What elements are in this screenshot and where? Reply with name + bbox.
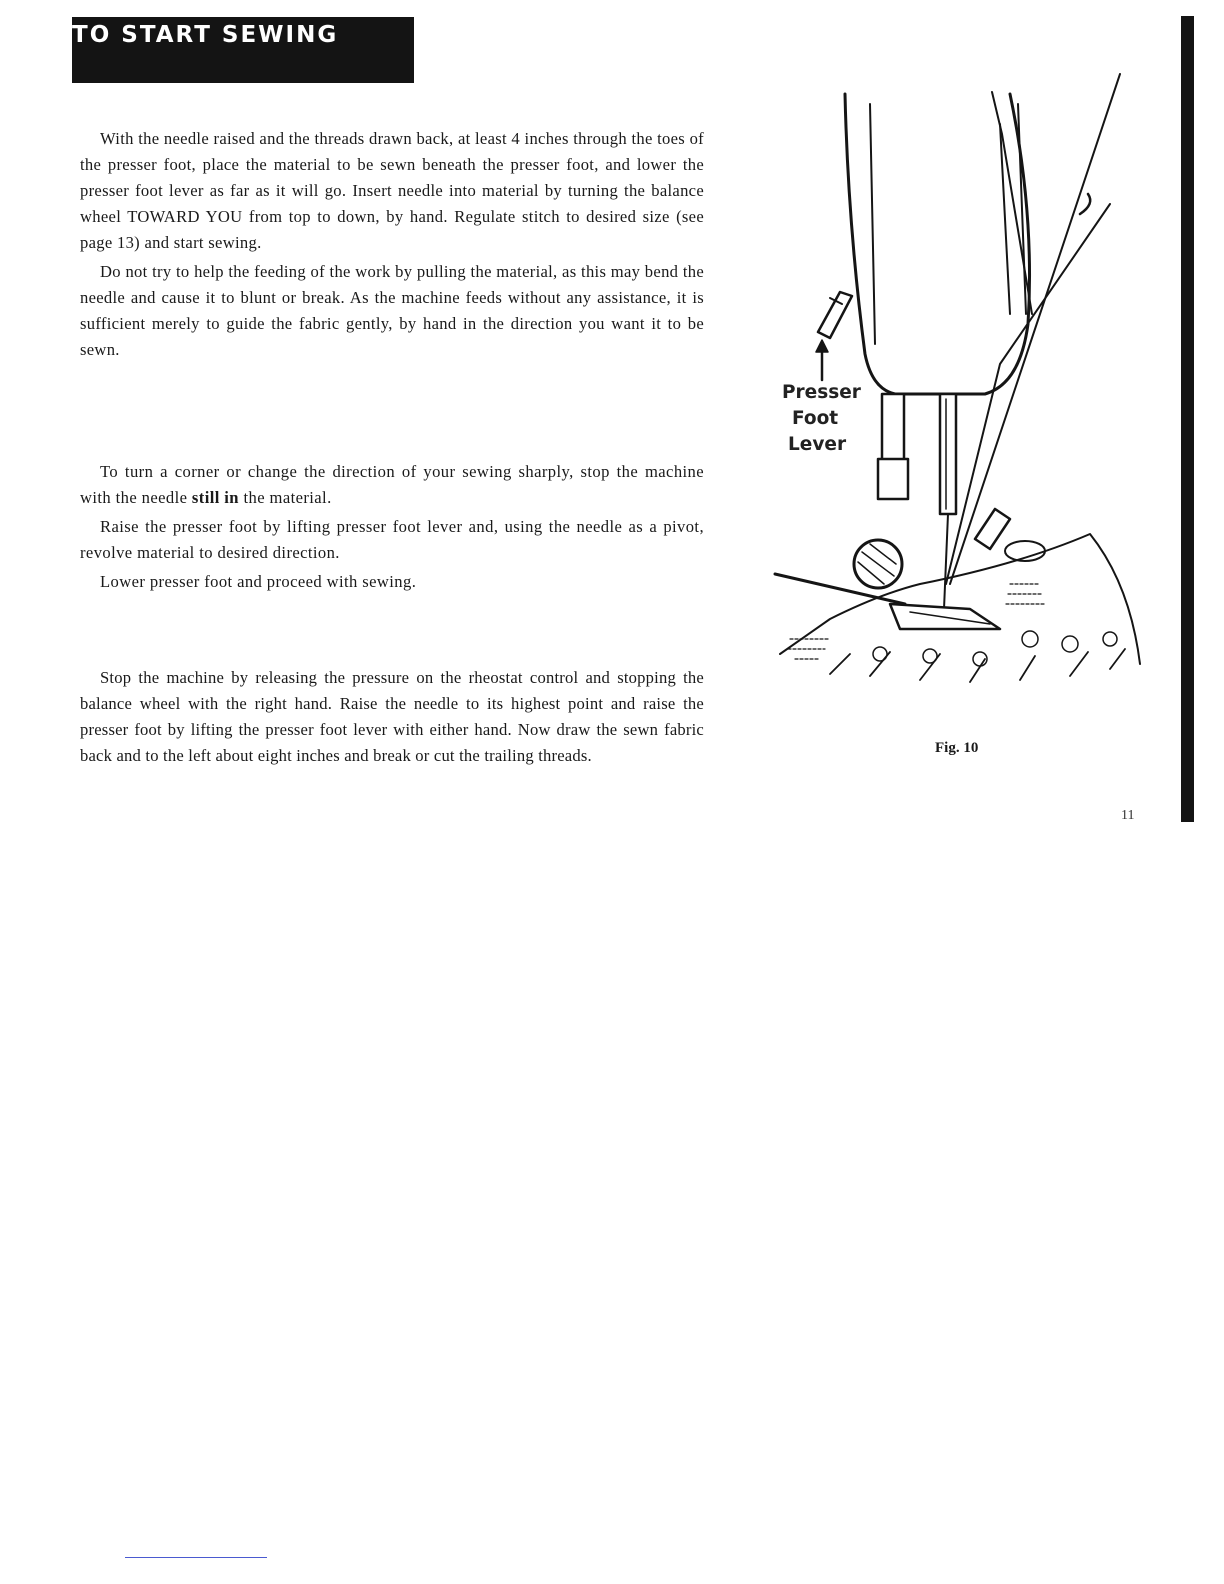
paragraph: With the needle raised and the threads drawn back, at least 4 inches through the toes of the presser foot, place the material to be sewn beneath the presser foot, and lower the presser foot lever as far as it will go. Insert needle into material by turning the balance wheel TOWARD YOU from top to down, by hand. Regulate stitch to desired size (see page 13) and start sewing. [80,129,704,252]
page-title: TO START SEWING [72,22,339,48]
paragraph: Stop the machine by releasing the pressure on the rheostat control and stopping the balance wheel with the right hand. Raise the needle to its highest point and raise the presser foot by lifting the presser foot lever with either hand. Now draw the sewn fabric back and to the left about eight inches and break or cut the trailing threads. [80,668,704,765]
section-header-bar [72,17,414,83]
figure-label-line: Foot [792,408,839,429]
paragraph: Do not try to help the feeding of the work by pulling the material, as this may bend the needle and cause it to blunt or break. As the machine feeds without any assistance, it is sufficient merely to guide the fabric gently, by hand in the direction you want it to be sewn. [80,262,704,359]
paragraph: Lower presser foot and proceed with sewing. [100,572,417,591]
paragraph-text: the material. [238,488,332,507]
page-edge-bar [1181,16,1194,822]
page-number: 11 [1121,808,1135,823]
paragraph-text: To turn a corner or change the direction of your sewing sharply, stop the machine with the needle [80,462,704,507]
section-stopping [80,665,704,772]
footnote-rule [125,1557,267,1558]
paragraph: Raise the presser foot by lifting presser foot lever and, using the needle as a pivot, revolve material to desired direction. [80,517,704,562]
paragraph [80,459,704,511]
section-start-sewing [80,126,704,366]
section-turning-corners [80,459,704,598]
figure-label-line: Lever [788,434,847,455]
sewing-machine-illustration [770,64,1150,704]
figure-caption: Fig. 10 [935,740,979,756]
emphasis-text: still in [191,488,239,507]
figure-label-line: Presser [782,382,861,403]
